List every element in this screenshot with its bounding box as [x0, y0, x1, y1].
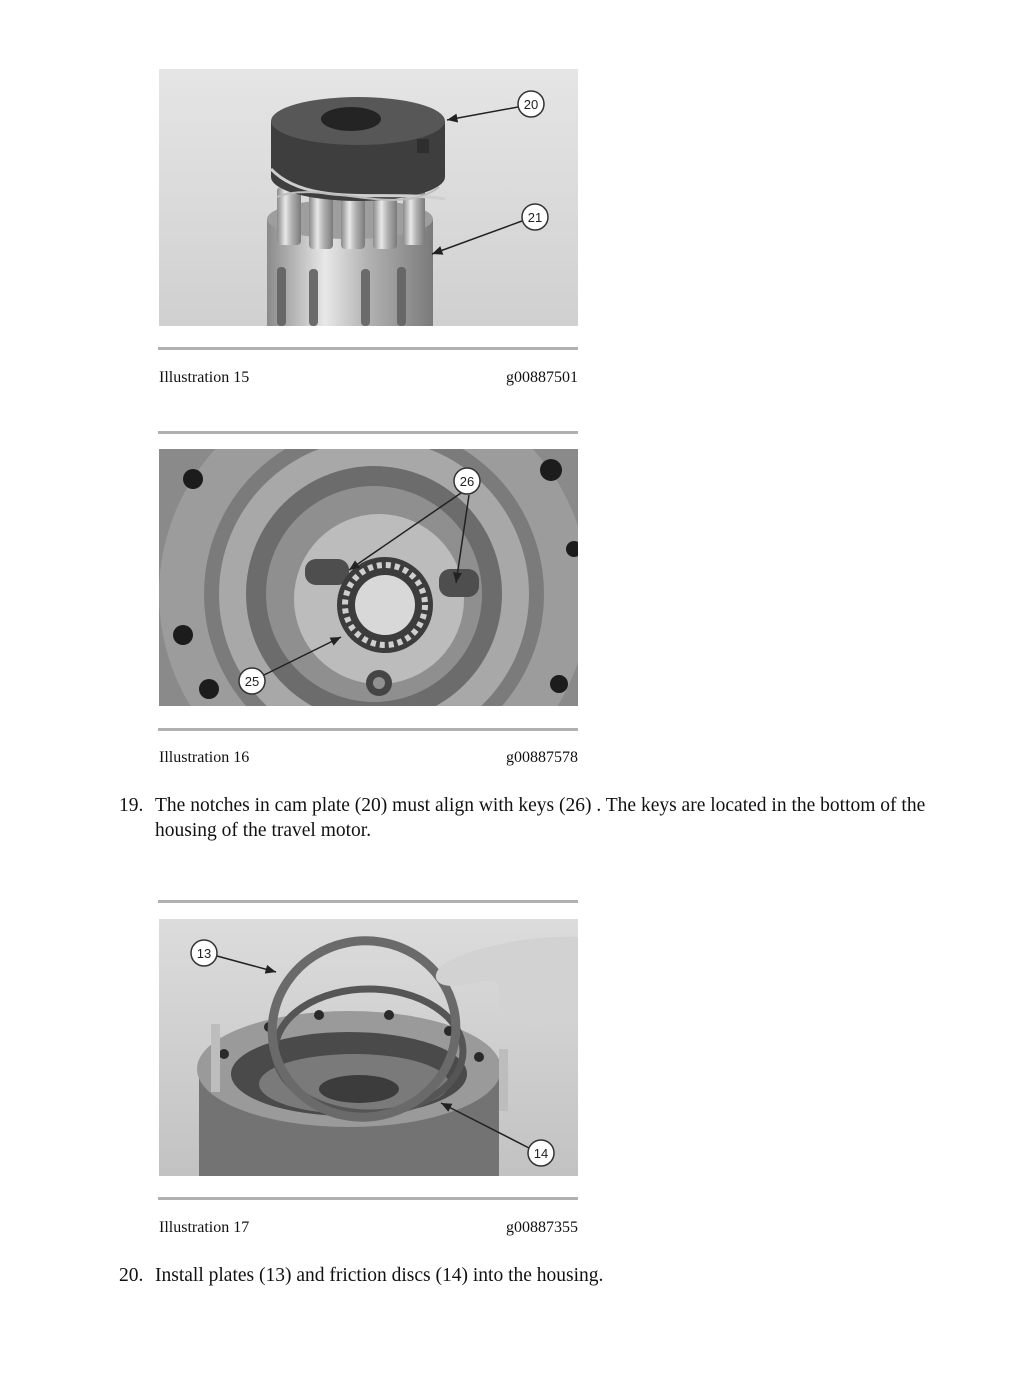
step-text: Install plates (13) and friction discs (14) into the housing. [155, 1265, 604, 1286]
cam-plate-photo [159, 69, 578, 326]
callout-13-label: 13 [196, 946, 212, 961]
caption-rule [158, 1197, 578, 1200]
housing-photo [159, 449, 578, 706]
illustration-label: Illustration 16 [159, 749, 250, 766]
illustration-16-photo [159, 449, 578, 706]
illustration-rule [158, 431, 578, 434]
step-number: 20. [119, 1265, 144, 1286]
illustration-15-caption [159, 368, 578, 388]
illustration-17-caption [159, 1218, 578, 1238]
illustration-17-photo [159, 919, 578, 1176]
callout-26-label: 26 [459, 474, 475, 489]
step-number: 19. [119, 795, 144, 816]
step-text: The notches in cam plate (20) must align with keys (26) . The keys are located in the bottom of the housing of the travel motor. [155, 795, 926, 841]
key-right [439, 569, 479, 597]
caption-rule [158, 347, 578, 350]
caption-rule [158, 728, 578, 731]
callout-25-label: 25 [244, 674, 260, 689]
illustration-16-caption [159, 748, 578, 768]
illustration-15-photo [159, 69, 578, 326]
key-left [305, 559, 349, 585]
plates-install-photo [159, 919, 578, 1176]
graphic-code: g00887501 [506, 369, 578, 386]
callout-14-label: 14 [533, 1146, 549, 1161]
callout-20-label: 20 [523, 97, 539, 112]
graphic-code: g00887578 [506, 749, 578, 766]
illustration-label: Illustration 17 [159, 1219, 250, 1236]
bearing [337, 557, 433, 653]
illustration-rule [158, 900, 578, 903]
illustration-label: Illustration 15 [159, 369, 250, 386]
callout-21-label: 21 [527, 210, 543, 225]
graphic-code: g00887355 [506, 1219, 578, 1236]
